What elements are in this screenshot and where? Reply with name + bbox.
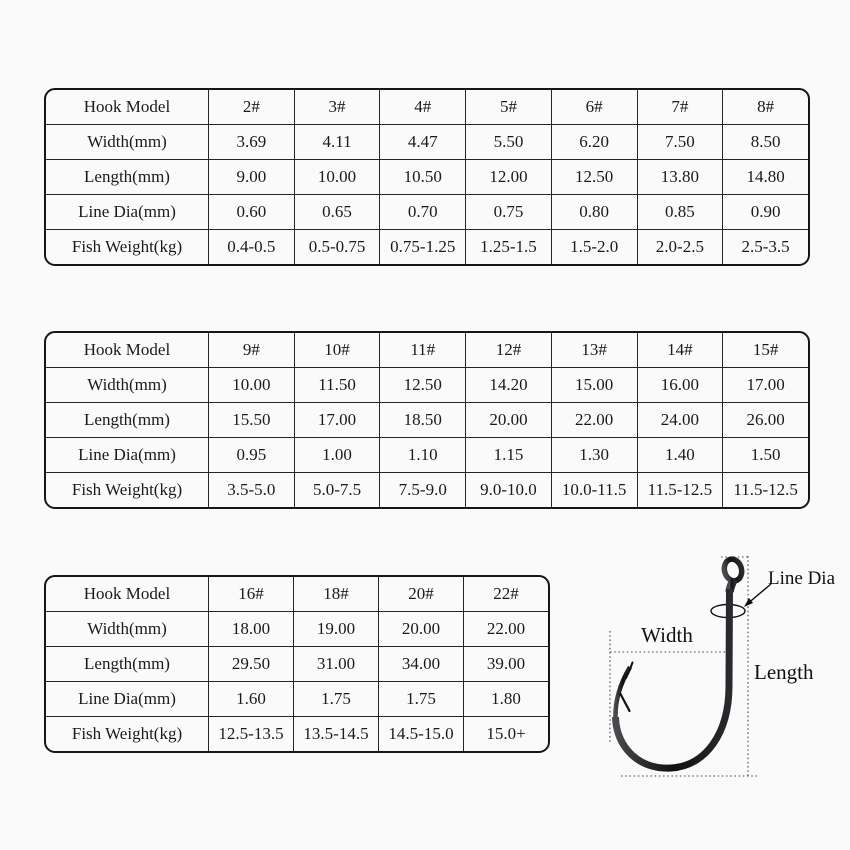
- table-row: [46, 124, 808, 159]
- value-cell: 2#: [208, 90, 294, 124]
- value-cell: 0.4-0.5: [208, 229, 294, 264]
- value-cell: 31.00: [293, 646, 378, 681]
- value-cell: 1.50: [722, 437, 808, 472]
- value-cell: 3#: [294, 90, 380, 124]
- row-header-cell: Width(mm): [46, 611, 208, 646]
- value-cell: 0.90: [722, 194, 808, 229]
- value-cell: 1.75: [293, 681, 378, 716]
- value-cell: 29.50: [208, 646, 293, 681]
- value-cell: 12.50: [551, 159, 637, 194]
- value-cell: 1.30: [551, 437, 637, 472]
- value-cell: 39.00: [463, 646, 548, 681]
- value-cell: 18.50: [379, 402, 465, 437]
- value-cell: 2.0-2.5: [637, 229, 723, 264]
- table-row: [46, 437, 808, 472]
- value-cell: 14#: [637, 333, 723, 367]
- value-cell: 5.0-7.5: [294, 472, 380, 507]
- value-cell: 19.00: [293, 611, 378, 646]
- value-cell: 0.75: [465, 194, 551, 229]
- value-cell: 12.00: [465, 159, 551, 194]
- value-cell: 0.70: [379, 194, 465, 229]
- value-cell: 17.00: [722, 367, 808, 402]
- value-cell: 7.50: [637, 124, 723, 159]
- table-row: [46, 229, 808, 264]
- value-cell: 10.50: [379, 159, 465, 194]
- value-cell: 0.80: [551, 194, 637, 229]
- value-cell: 0.65: [294, 194, 380, 229]
- row-header-cell: Line Dia(mm): [46, 194, 208, 229]
- row-header-cell: Length(mm): [46, 646, 208, 681]
- value-cell: 12#: [465, 333, 551, 367]
- value-cell: 20.00: [465, 402, 551, 437]
- row-header-cell: Length(mm): [46, 402, 208, 437]
- row-header-cell: Hook Model: [83, 340, 171, 359]
- row-header-cell: Width(mm): [46, 124, 208, 159]
- table-row: [46, 194, 808, 229]
- value-cell: 10#: [294, 333, 380, 367]
- value-cell: 11.50: [294, 367, 380, 402]
- value-cell: 3.5-5.0: [208, 472, 294, 507]
- row-header-cell: Length(mm): [46, 159, 208, 194]
- value-cell: 6.20: [551, 124, 637, 159]
- value-cell: 6#: [551, 90, 637, 124]
- value-cell: 10.0-11.5: [551, 472, 637, 507]
- value-cell: 9.0-10.0: [465, 472, 551, 507]
- value-cell: 18#: [293, 577, 378, 611]
- value-cell: 7#: [637, 90, 723, 124]
- table-row: [46, 472, 808, 507]
- value-cell: 12.50: [379, 367, 465, 402]
- value-cell: 5.50: [465, 124, 551, 159]
- table-row: [46, 681, 548, 716]
- value-cell: 1.15: [465, 437, 551, 472]
- value-cell: 16#: [208, 577, 293, 611]
- value-cell: 16.00: [637, 367, 723, 402]
- table-row: [46, 367, 808, 402]
- value-cell: 3.69: [208, 124, 294, 159]
- value-cell: 8#: [722, 90, 808, 124]
- header-row: [46, 90, 808, 124]
- spec-table: [44, 331, 810, 509]
- table-row: [46, 611, 548, 646]
- hook-shank-and-bend: [616, 589, 730, 768]
- value-cell: 4#: [379, 90, 465, 124]
- table-row: [46, 716, 548, 751]
- value-cell: 2.5-3.5: [722, 229, 808, 264]
- value-cell: 1.40: [637, 437, 723, 472]
- value-cell: 1.25-1.5: [465, 229, 551, 264]
- row-header-cell: Fish Weight(kg): [46, 716, 208, 751]
- table-row: [46, 646, 548, 681]
- value-cell: 9#: [208, 333, 294, 367]
- value-cell: 11.5-12.5: [637, 472, 723, 507]
- row-header-cell: Fish Weight(kg): [46, 472, 208, 507]
- value-cell: 20#: [378, 577, 463, 611]
- value-cell: 0.5-0.75: [294, 229, 380, 264]
- hook-barb: [621, 694, 630, 711]
- line-dia-label: Line Dia: [768, 568, 836, 589]
- hook-diagram: [595, 540, 850, 800]
- value-cell: 14.80: [722, 159, 808, 194]
- value-cell: 13.5-14.5: [293, 716, 378, 751]
- value-cell: 22#: [463, 577, 548, 611]
- value-cell: 1.00: [294, 437, 380, 472]
- row-header-cell: Width(mm): [46, 367, 208, 402]
- value-cell: 1.5-2.0: [551, 229, 637, 264]
- value-cell: 11.5-12.5: [722, 472, 808, 507]
- value-cell: 18.00: [208, 611, 293, 646]
- value-cell: 15.50: [208, 402, 294, 437]
- row-header-cell: Hook Model: [83, 97, 171, 116]
- value-cell: 15.00: [551, 367, 637, 402]
- value-cell: 24.00: [637, 402, 723, 437]
- header-row: [46, 577, 548, 611]
- header-row: [46, 333, 808, 367]
- value-cell: 10.00: [208, 367, 294, 402]
- value-cell: 13#: [551, 333, 637, 367]
- value-cell: 26.00: [722, 402, 808, 437]
- value-cell: 0.75-1.25: [379, 229, 465, 264]
- value-cell: 8.50: [722, 124, 808, 159]
- row-header-cell: Line Dia(mm): [46, 681, 208, 716]
- value-cell: 17.00: [294, 402, 380, 437]
- width-label: Width: [641, 623, 693, 647]
- length-label: Length: [754, 660, 814, 684]
- value-cell: 1.75: [378, 681, 463, 716]
- table-row: [46, 402, 808, 437]
- value-cell: 4.47: [379, 124, 465, 159]
- table-row: [46, 159, 808, 194]
- value-cell: 11#: [379, 333, 465, 367]
- value-cell: 15#: [722, 333, 808, 367]
- spec-table: [44, 88, 810, 266]
- spec-table-3-container: [44, 575, 550, 753]
- value-cell: 1.60: [208, 681, 293, 716]
- value-cell: 0.60: [208, 194, 294, 229]
- value-cell: 9.00: [208, 159, 294, 194]
- value-cell: 15.0+: [463, 716, 548, 751]
- value-cell: 1.80: [463, 681, 548, 716]
- value-cell: 22.00: [551, 402, 637, 437]
- value-cell: 7.5-9.0: [379, 472, 465, 507]
- value-cell: 34.00: [378, 646, 463, 681]
- value-cell: 4.11: [294, 124, 380, 159]
- row-header-cell: Fish Weight(kg): [46, 229, 208, 264]
- value-cell: 10.00: [294, 159, 380, 194]
- spec-table-1-container: [44, 88, 810, 266]
- value-cell: 0.95: [208, 437, 294, 472]
- spec-table: [44, 575, 550, 753]
- value-cell: 14.20: [465, 367, 551, 402]
- value-cell: 20.00: [378, 611, 463, 646]
- value-cell: 0.85: [637, 194, 723, 229]
- row-header-cell: Hook Model: [83, 584, 171, 603]
- value-cell: 22.00: [463, 611, 548, 646]
- value-cell: 13.80: [637, 159, 723, 194]
- value-cell: 12.5-13.5: [208, 716, 293, 751]
- value-cell: 14.5-15.0: [378, 716, 463, 751]
- spec-table-2-container: [44, 331, 810, 509]
- row-header-cell: Line Dia(mm): [46, 437, 208, 472]
- value-cell: 1.10: [379, 437, 465, 472]
- value-cell: 5#: [465, 90, 551, 124]
